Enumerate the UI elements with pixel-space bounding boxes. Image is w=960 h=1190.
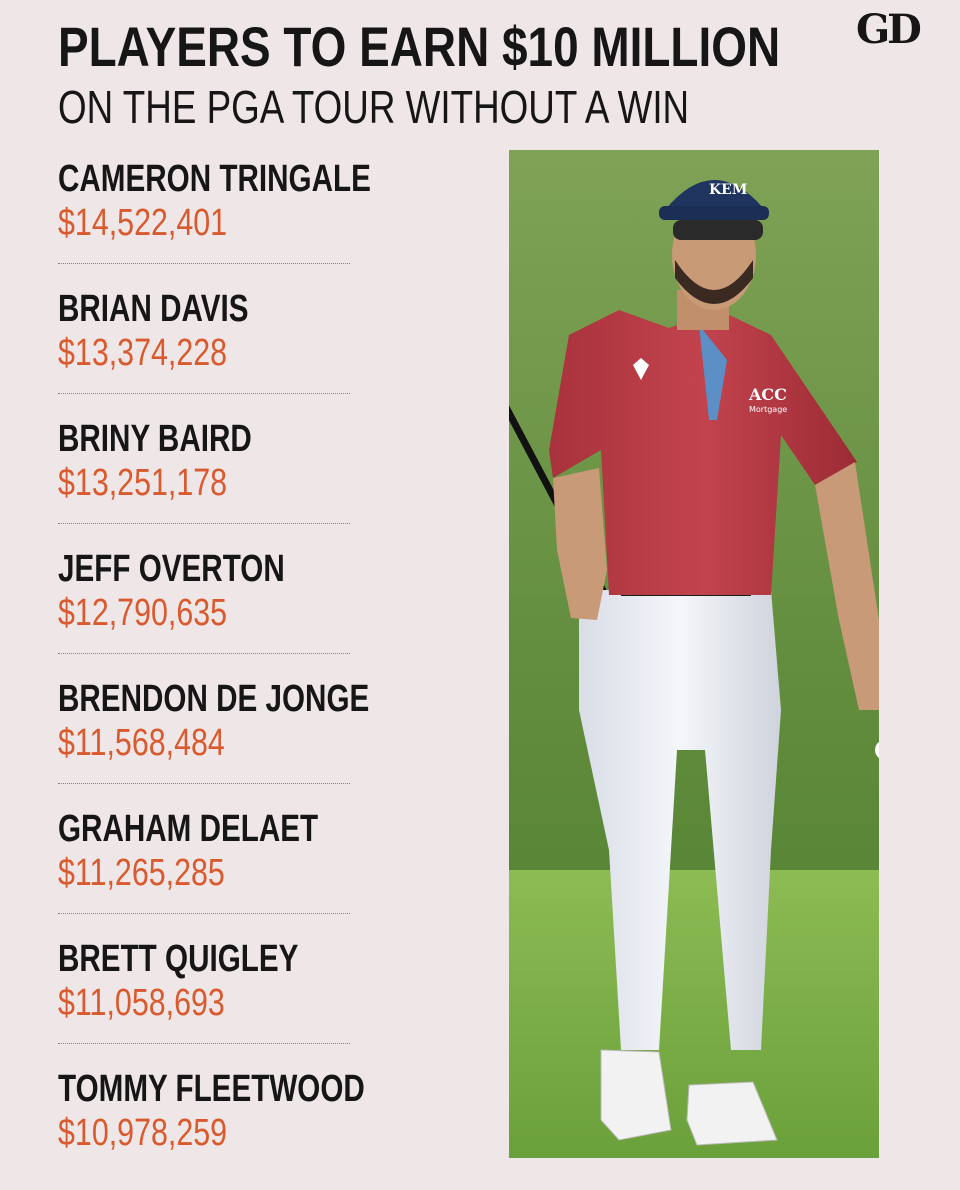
divider xyxy=(58,263,350,264)
shirt-logo-sub: Mortgage xyxy=(749,405,788,414)
player-earnings: $12,790,635 xyxy=(58,592,228,634)
list-item xyxy=(58,280,350,410)
player-name: BRIAN DAVIS xyxy=(58,288,249,330)
shirt-logo-text: ACC xyxy=(749,385,787,404)
page-subtitle: ON THE PGA TOUR WITHOUT A WIN xyxy=(58,81,690,133)
player-name: CAMERON TRINGALE xyxy=(58,158,371,200)
divider xyxy=(58,783,350,784)
player-earnings: $11,568,484 xyxy=(58,722,225,764)
player-name: BRENDON DE JONGE xyxy=(58,678,370,720)
player-name: JEFF OVERTON xyxy=(58,548,285,590)
list-item xyxy=(58,540,350,670)
gd-logo: GD xyxy=(856,6,919,53)
player-name: TOMMY FLEETWOOD xyxy=(58,1068,365,1110)
divider xyxy=(58,653,350,654)
divider xyxy=(58,1043,350,1044)
player-earnings: $11,265,285 xyxy=(58,852,225,894)
divider xyxy=(58,393,350,394)
player-earnings: $13,374,228 xyxy=(58,332,228,374)
player-name: GRAHAM DELAET xyxy=(58,808,319,850)
players-list xyxy=(58,150,371,1190)
list-item xyxy=(58,1060,365,1190)
player-earnings: $11,058,693 xyxy=(58,982,225,1024)
divider xyxy=(58,523,350,524)
sunglasses xyxy=(673,220,763,240)
list-item xyxy=(58,800,350,930)
list-item xyxy=(58,670,370,800)
player-earnings: $10,978,259 xyxy=(58,1112,228,1154)
player-earnings: $13,251,178 xyxy=(58,462,228,504)
left-shoe xyxy=(601,1050,671,1140)
player-name: BRINY BAIRD xyxy=(58,418,252,460)
player-name: BRETT QUIGLEY xyxy=(58,938,299,980)
page-title: PLAYERS TO EARN $10 MILLION xyxy=(58,15,781,78)
list-item xyxy=(58,930,350,1060)
golfer-illustration xyxy=(509,150,879,1158)
player-earnings: $14,522,401 xyxy=(58,202,228,244)
list-item xyxy=(58,410,350,540)
list-item xyxy=(58,150,371,280)
hat-logo-text: KEM xyxy=(709,182,748,198)
golfer-photo xyxy=(509,150,879,1158)
divider xyxy=(58,913,350,914)
